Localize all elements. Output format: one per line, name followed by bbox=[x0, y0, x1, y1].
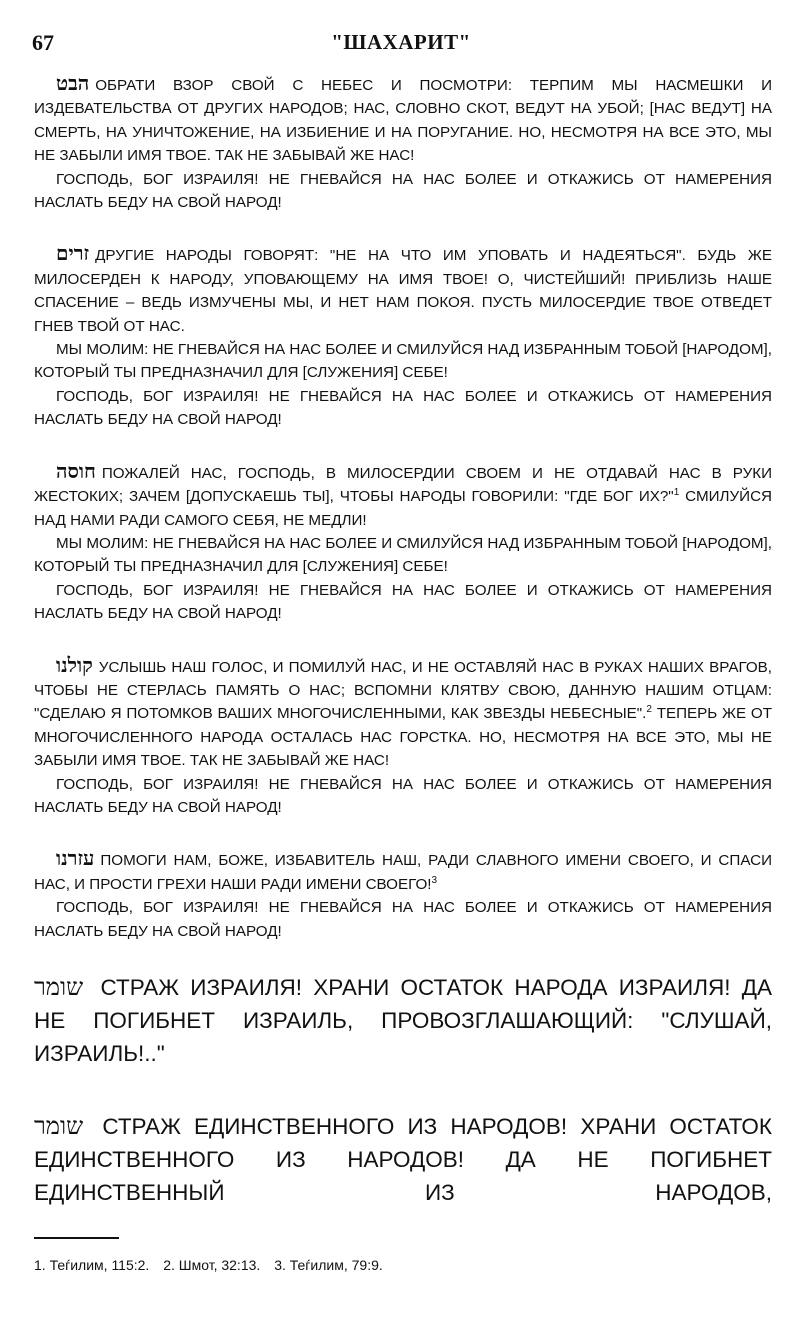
hebrew-keyword: שומר bbox=[34, 973, 84, 1001]
footnote-mark: 1 bbox=[673, 487, 680, 499]
refrain-text: ГОСПОДЬ, БОГ ИЗРАИЛЯ! НЕ ГНЕВАЙСЯ НА НАС БОЛЕЕ И ОТКАЖИСЬ ОТ НАМЕРЕНИЯ НАСЛАТЬ БЕДУ НА СВОЙ НАРОД! bbox=[34, 387, 772, 429]
hebrew-keyword: זרים bbox=[56, 241, 90, 266]
hebrew-keyword: עזרנו bbox=[56, 846, 95, 871]
prayer-section-kolenu bbox=[34, 654, 772, 820]
page-content bbox=[34, 72, 772, 1249]
large-paragraph-shomer-1 bbox=[34, 971, 772, 1070]
paragraph-continuation: ТЕПЕРЬ ЖЕ ОТ МНОГОЧИСЛЕННОГО НАРОДА ОСТАЛАСЬ НАС ГОРСТКА. НО, НЕСМОТРЯ НА ВСЕ ЭТО, МЫ НЕ ЗАБЫЛИ ИМЯ ТВОЕ. ТАК НЕ ЗАБЫВАЙ ЖЕ НАС! bbox=[34, 705, 773, 770]
footnote-2: 2. Шмот, 32:13. bbox=[163, 1257, 261, 1273]
paragraph-continuation: СМИЛУЙСЯ НАД НАМИ РАДИ САМОГО СЕБЯ, НЕ МЕДЛИ! bbox=[34, 488, 773, 529]
refrain-text: ГОСПОДЬ, БОГ ИЗРАИЛЯ! НЕ ГНЕВАЙСЯ НА НАС БОЛЕЕ И ОТКАЖИСЬ ОТ НАМЕРЕНИЯ НАСЛАТЬ БЕДУ НА СВОЙ НАРОД! bbox=[34, 581, 772, 623]
hebrew-keyword: חוסה bbox=[56, 458, 96, 483]
footnote-1: 1. Теѓилим, 115:2. bbox=[34, 1257, 150, 1273]
refrain-paragraph bbox=[34, 168, 772, 215]
prayer-section-habet bbox=[34, 72, 772, 214]
paragraph bbox=[34, 242, 772, 338]
hebrew-keyword: שומר bbox=[34, 1112, 84, 1140]
hebrew-keyword: קולנו bbox=[56, 652, 93, 677]
plea-text: МЫ МОЛИМ: НЕ ГНЕВАЙСЯ НА НАС БОЛЕЕ И СМИЛУЙСЯ НАД ИЗБРАННЫМ ТОБОЙ [НАРОДОМ], КОТОРЫЙ ТЫ ПРЕДНАЗНАЧИЛ ДЛЯ [СЛУЖЕНИЯ] СЕБЕ! bbox=[34, 341, 772, 382]
paragraph-text: ПОМОГИ НАМ, БОЖЕ, ИЗБАВИТЕЛЬ НАШ, РАДИ СЛАВНОГО ИМЕНИ СВОЕГО, И СПАСИ НАС, И ПРОСТИ ГРЕХИ НАШИ РАДИ ИМЕНИ СВОЕГО! bbox=[34, 852, 772, 893]
large-paragraph-text: СТРАЖ ИЗРАИЛЯ! ХРАНИ ОСТАТОК НАРОДА ИЗРАИЛЯ! ДА НЕ ПОГИБНЕТ ИЗРАИЛЬ, ПРОВОЗГЛАШАЮЩИЙ: "СЛУШАЙ, ИЗРАИЛЬ!.." bbox=[34, 975, 772, 1066]
paragraph-text: ПОЖАЛЕЙ НАС, ГОСПОДЬ, В МИЛОСЕРДИИ СВОЕМ И НЕ ОТДАВАЙ НАС В РУКИ ЖЕСТОКИХ; ЗАЧЕМ [ДОПУСКАЕШЬ ТЫ], ЧТОБЫ НАРОДЫ ГОВОРИЛИ: "ГДЕ БОГ ИХ?" bbox=[34, 464, 772, 506]
refrain-paragraph bbox=[34, 896, 772, 943]
footnote-3: 3. Теѓилим, 79:9. bbox=[274, 1257, 383, 1273]
plea-paragraph bbox=[34, 532, 772, 579]
paragraph bbox=[34, 72, 772, 168]
paragraph-text: УСЛЫШЬ НАШ ГОЛОС, И ПОМИЛУЙ НАС, И НЕ ОСТАВЛЯЙ НАС В РУКАХ НАШИХ ВРАГОВ, ЧТОБЫ НЕ СТЕРЛАСЬ ПАМЯТЬ О НАС; ВСПОМНИ КЛЯТВУ СВОЮ, ДАННУЮ НАШИМ ОТЦАМ: "СДЕЛАЮ Я ПОТОМКОВ ВАШИХ МНОГОЧИСЛЕННЫМИ, КАК ЗВЕЗДЫ НЕБЕСНЫЕ". bbox=[34, 658, 772, 723]
footnote-divider bbox=[34, 1237, 119, 1239]
paragraph bbox=[34, 654, 772, 773]
paragraph-text: ОБРАТИ ВЗОР СВОЙ С НЕБЕС И ПОСМОТРИ: ТЕРПИМ МЫ НАСМЕШКИ И ИЗДЕВАТЕЛЬСТВА ОТ ДРУГИХ НАРОДОВ; НАС, СЛОВНО СКОТ, ВЕДУТ НА УБОЙ; [НАС ВЕДУТ] НА СМЕРТЬ, НА УНИЧТОЖЕНИЕ, НА ИЗБИЕНИЕ И НА ПОРУГАНИЕ. НО, НЕСМОТРЯ НА ВСЕ ЭТО, МЫ НЕ ЗАБЫЛИ ИМЯ ТВОЕ. ТАК НЕ ЗАБЫВАЙ ЖЕ НАС! bbox=[34, 77, 772, 165]
refrain-text: ГОСПОДЬ, БОГ ИЗРАИЛЯ! НЕ ГНЕВАЙСЯ НА НАС БОЛЕЕ И ОТКАЖИСЬ ОТ НАМЕРЕНИЯ НАСЛАТЬ БЕДУ НА СВОЙ НАРОД! bbox=[34, 170, 772, 212]
prayer-section-chusa bbox=[34, 460, 772, 626]
page-header bbox=[32, 30, 770, 60]
plea-paragraph bbox=[34, 338, 772, 385]
paragraph-text: ДРУГИЕ НАРОДЫ ГОВОРЯТ: "НЕ НА ЧТО ИМ УПОВАТЬ И НАДЕЯТЬСЯ". БУДЬ ЖЕ МИЛОСЕРДЕН К НАРОДУ, УПОВАЮЩЕМУ НА ИМЯ ТВОЕ! О, ЧИСТЕЙШИЙ! ПРИБЛИЗЬ НАШЕ СПАСЕНИЕ – ВЕДЬ ИЗМУЧЕНЫ МЫ, И НЕТ НАМ ПОКОЯ. ПУСТЬ МИЛОСЕРДИЕ ТВОЕ ОТВЕДЕТ ГНЕВ ТВОЙ ОТ НАС. bbox=[34, 247, 772, 335]
large-paragraph-shomer-2 bbox=[34, 1110, 772, 1209]
prayer-section-ozrenu bbox=[34, 847, 772, 943]
footnote-mark: 3 bbox=[431, 874, 438, 886]
footnotes bbox=[34, 1257, 393, 1273]
plea-text: МЫ МОЛИМ: НЕ ГНЕВАЙСЯ НА НАС БОЛЕЕ И СМИЛУЙСЯ НАД ИЗБРАННЫМ ТОБОЙ [НАРОДОМ], КОТОРЫЙ ТЫ ПРЕДНАЗНАЧИЛ ДЛЯ [СЛУЖЕНИЯ] СЕБЕ! bbox=[34, 534, 772, 576]
hebrew-keyword: הבט bbox=[56, 71, 90, 95]
prayer-section-zarim bbox=[34, 242, 772, 431]
refrain-paragraph bbox=[34, 773, 772, 820]
paragraph bbox=[34, 460, 772, 532]
refrain-text: ГОСПОДЬ, БОГ ИЗРАИЛЯ! НЕ ГНЕВАЙСЯ НА НАС БОЛЕЕ И ОТКАЖИСЬ ОТ НАМЕРЕНИЯ НАСЛАТЬ БЕДУ НА СВОЙ НАРОД! bbox=[34, 899, 772, 940]
refrain-paragraph bbox=[34, 579, 772, 626]
paragraph bbox=[34, 847, 772, 896]
footnote-mark: 2 bbox=[646, 704, 652, 716]
large-print-sections bbox=[34, 971, 772, 1209]
large-paragraph-text: СТРАЖ ЕДИНСТВЕННОГО ИЗ НАРОДОВ! ХРАНИ ОСТАТОК ЕДИНСТВЕННОГО ИЗ НАРОДОВ! ДА НЕ ПОГИБНЕТ ЕДИНСТВЕННЫЙ ИЗ НАРОДОВ, bbox=[34, 1114, 772, 1205]
refrain-paragraph bbox=[34, 385, 772, 432]
running-title: "ШАХАРИТ" bbox=[331, 30, 471, 54]
refrain-text: ГОСПОДЬ, БОГ ИЗРАИЛЯ! НЕ ГНЕВАЙСЯ НА НАС БОЛЕЕ И ОТКАЖИСЬ ОТ НАМЕРЕНИЯ НАСЛАТЬ БЕДУ НА СВОЙ НАРОД! bbox=[34, 775, 772, 816]
page-number: 67 bbox=[32, 30, 54, 55]
